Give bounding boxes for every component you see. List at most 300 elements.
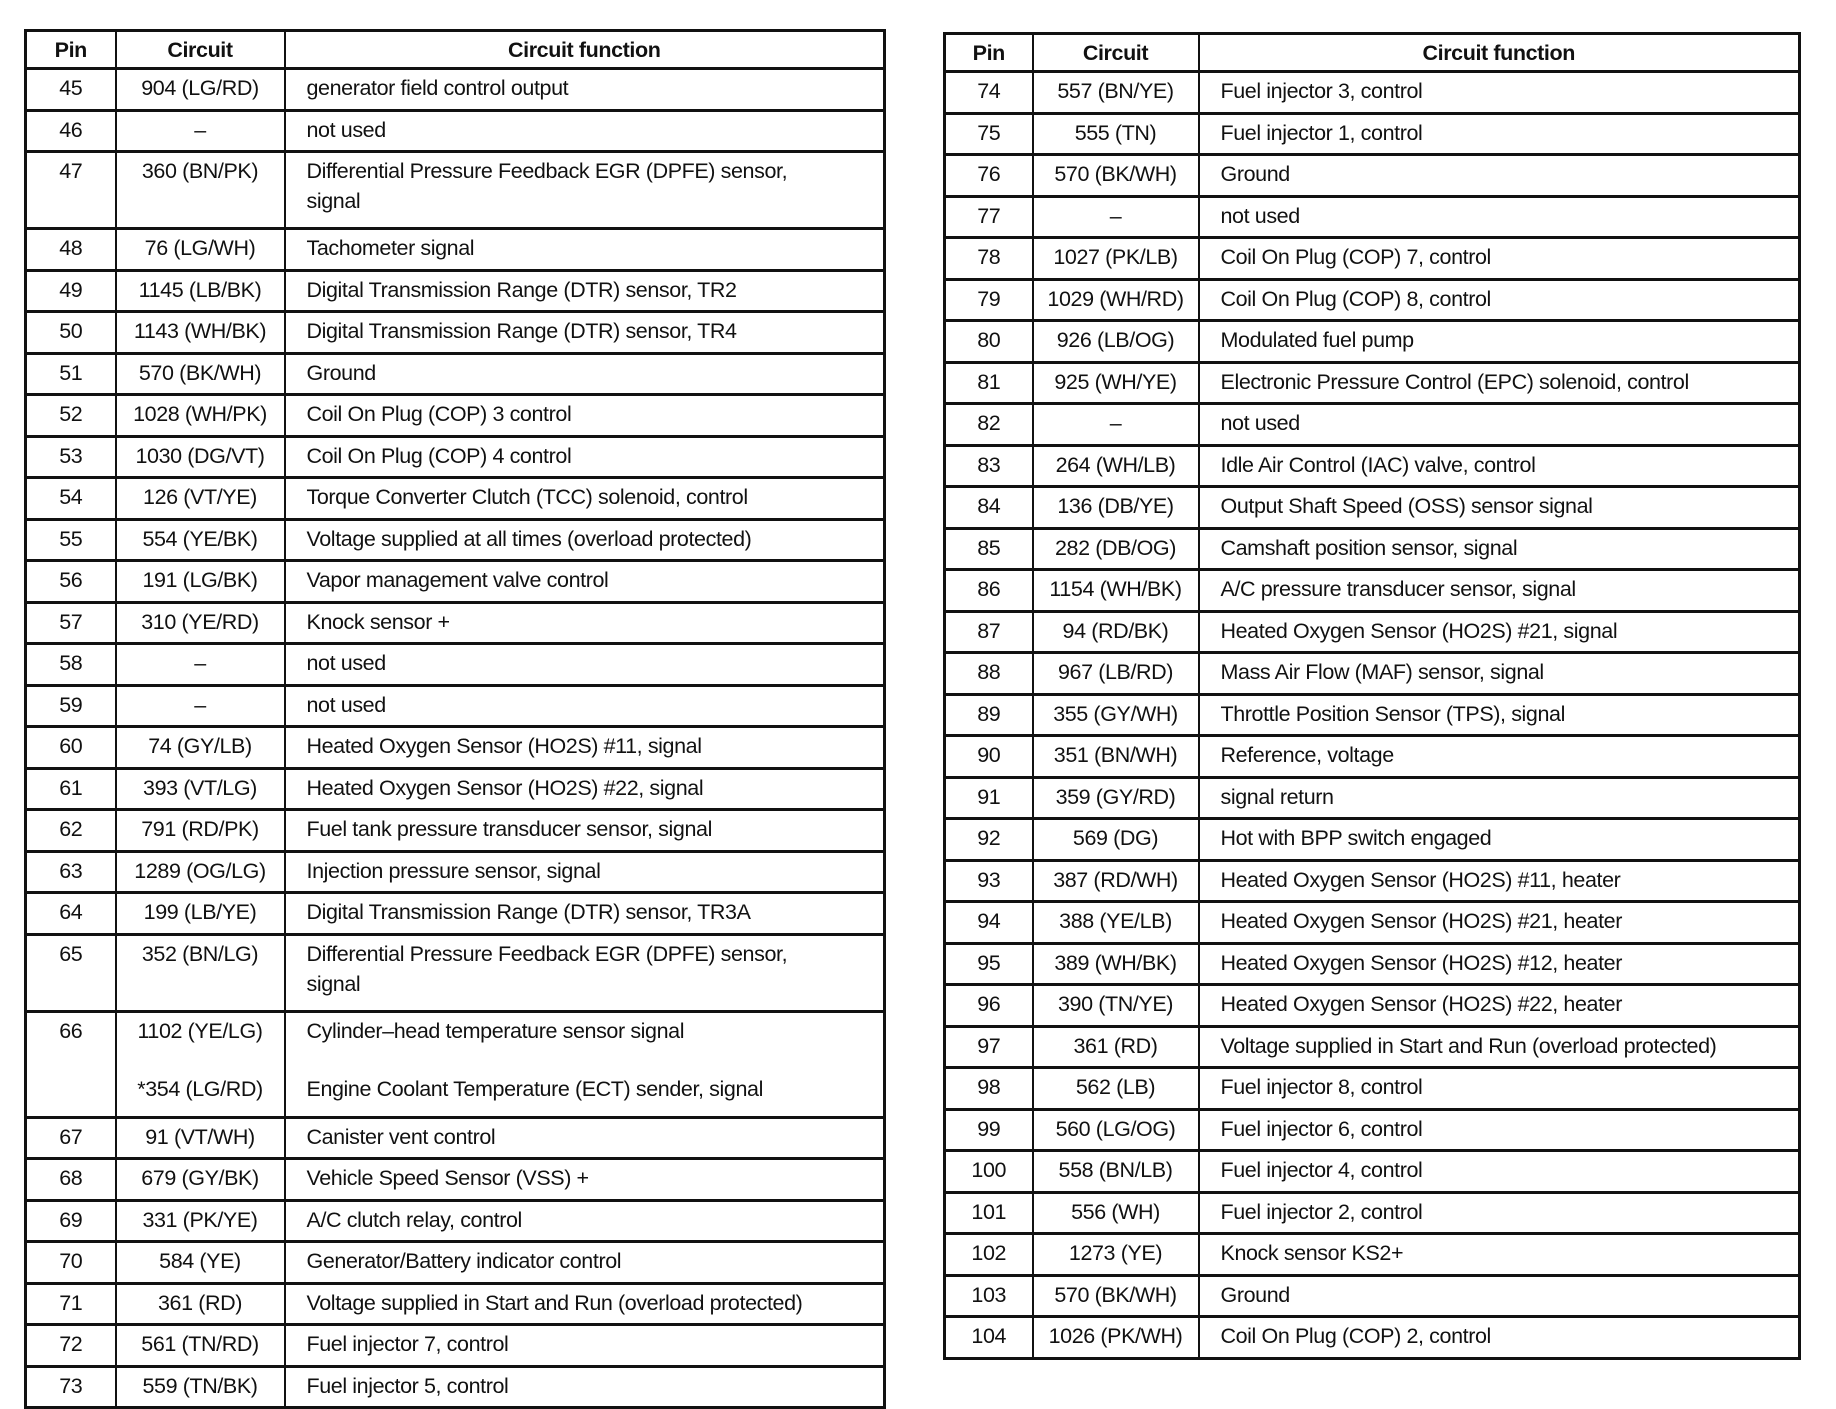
- table-row: [945, 1068, 1800, 1110]
- circuit-id: –: [194, 117, 206, 142]
- table-body: [26, 69, 885, 1408]
- circuit-id: 679 (GY/BK): [141, 1166, 259, 1190]
- table-row: [26, 851, 885, 893]
- circuit-function: Differential Pressure Feedback EGR (DPFE) sensor,: [306, 159, 788, 183]
- function-cell: [285, 395, 885, 437]
- function-cell: [285, 1117, 885, 1159]
- pin-number: 61: [26, 768, 116, 810]
- pin-table-left: [24, 29, 886, 1409]
- column-header-function: Circuit function: [1199, 34, 1800, 72]
- pin-number: 48: [26, 229, 116, 271]
- circuit-id: 1143 (WH/BK): [133, 319, 267, 343]
- circuit-cell: [1033, 238, 1199, 280]
- pin-number: 76: [945, 155, 1033, 197]
- circuit-function: Digital Transmission Range (DTR) sensor, TR2: [306, 277, 737, 302]
- circuit-cell: [1033, 1109, 1199, 1151]
- circuit-id: 310 (YE/RD): [141, 609, 259, 634]
- pin-number: 90: [945, 736, 1033, 778]
- circuit-cell: [116, 727, 285, 769]
- circuit-id: 560 (LG/OG): [1055, 1116, 1176, 1141]
- column-header-circuit: Circuit: [1033, 34, 1199, 72]
- circuit-id: 126 (VT/YE): [143, 485, 257, 509]
- circuit-cell: [116, 69, 285, 111]
- circuit-id: 331 (PK/YE): [142, 1207, 258, 1232]
- table-row: [945, 819, 1800, 861]
- circuit-id: 570 (BK/WH): [138, 360, 262, 385]
- circuit-cell: [116, 312, 285, 354]
- circuit-cell: [116, 934, 285, 1011]
- circuit-function: Fuel injector 8, control: [1220, 1075, 1423, 1099]
- table-row: [945, 943, 1800, 985]
- table-row: [945, 611, 1800, 653]
- circuit-cell: [1033, 528, 1199, 570]
- circuit-cell: [1033, 1192, 1199, 1234]
- function-cell: [1199, 943, 1800, 985]
- circuit-function: Output Shaft Speed (OSS) sensor signal: [1220, 494, 1593, 518]
- circuit-function: Hot with BPP switch engaged: [1220, 826, 1492, 850]
- circuit-cell: [116, 152, 285, 229]
- circuit-id: 562 (LB): [1075, 1075, 1156, 1099]
- table-row: [945, 1234, 1800, 1276]
- circuit-id: 904 (LG/RD): [141, 76, 259, 100]
- circuit-function: Torque Converter Clutch (TCC) solenoid, control: [306, 485, 748, 509]
- circuit-function: Knock sensor KS2+: [1220, 1241, 1404, 1265]
- pin-number: 96: [945, 985, 1033, 1027]
- table-row: [26, 602, 885, 644]
- table-row: [26, 152, 885, 229]
- table-row: [26, 561, 885, 603]
- pin-number: 62: [26, 810, 116, 852]
- circuit-id: 360 (BN/PK): [141, 159, 259, 183]
- circuit-cell: [1033, 196, 1199, 238]
- circuit-id: 570 (BK/WH): [1054, 1282, 1177, 1307]
- function-cell: [1199, 777, 1800, 819]
- circuit-id: 569 (DG): [1072, 826, 1159, 850]
- pin-number: 63: [26, 851, 116, 893]
- function-cell: [1199, 1026, 1800, 1068]
- circuit-function: Ground: [1220, 1282, 1290, 1307]
- function-cell: [1199, 238, 1800, 280]
- circuit-id: 361 (RD): [1073, 1033, 1158, 1058]
- circuit-function: Coil On Plug (COP) 7, control: [1220, 245, 1491, 269]
- table-row: [26, 436, 885, 478]
- circuit-function: Cylinder–head temperature sensor signal: [306, 1018, 685, 1043]
- circuit-id: 74 (GY/LB): [148, 734, 252, 758]
- pin-number: 93: [945, 860, 1033, 902]
- table-row: [26, 1117, 885, 1159]
- pin-number: 68: [26, 1159, 116, 1201]
- circuit-function: Heated Oxygen Sensor (HO2S) #12, heater: [1220, 950, 1622, 975]
- pin-number: 104: [945, 1317, 1033, 1359]
- circuit-cell: [116, 561, 285, 603]
- function-cell: [285, 685, 885, 727]
- pin-table-right: [943, 32, 1801, 1360]
- circuit-id: 1154 (WH/BK): [1049, 577, 1182, 601]
- circuit-id: 282 (DB/OG): [1054, 535, 1177, 560]
- circuit-id: 352 (BN/LG): [141, 941, 259, 966]
- function-cell: [285, 312, 885, 354]
- circuit-cell: [116, 1011, 285, 1117]
- circuit-function: Coil On Plug (COP) 2, control: [1220, 1324, 1491, 1348]
- table-row: [26, 768, 885, 810]
- circuit-id: 570 (BK/WH): [1054, 162, 1177, 186]
- pin-number: 58: [26, 644, 116, 686]
- function-cell: [285, 519, 885, 561]
- function-cell: [285, 478, 885, 520]
- circuit-function: Heated Oxygen Sensor (HO2S) #22, heater: [1220, 992, 1622, 1016]
- function-cell: [1199, 1068, 1800, 1110]
- table-row: [945, 196, 1800, 238]
- pin-number: 92: [945, 819, 1033, 861]
- function-cell: [1199, 113, 1800, 155]
- circuit-function: Coil On Plug (COP) 3 control: [306, 402, 572, 426]
- circuit-cell: [1033, 155, 1199, 197]
- table-row: [945, 736, 1800, 778]
- circuit-cell: [116, 1242, 285, 1284]
- table-row: [26, 1325, 885, 1367]
- table-header-row: [945, 34, 1800, 72]
- circuit-cell: [1033, 570, 1199, 612]
- circuit-id: 191 (LG/BK): [142, 568, 258, 592]
- function-cell: [285, 270, 885, 312]
- pin-number: 75: [945, 113, 1033, 155]
- circuit-cell: [1033, 487, 1199, 529]
- table-row: [945, 279, 1800, 321]
- circuit-cell: [116, 270, 285, 312]
- function-cell: [285, 152, 885, 229]
- circuit-id: 91 (VT/WH): [145, 1124, 255, 1149]
- circuit-id: –: [194, 692, 206, 717]
- pin-number: 49: [26, 270, 116, 312]
- circuit-cell: [1033, 1317, 1199, 1359]
- pin-number: 71: [26, 1283, 116, 1325]
- circuit-id: 76 (LG/WH): [144, 236, 256, 260]
- circuit-cell: [116, 110, 285, 152]
- circuit-function: not used: [306, 692, 386, 717]
- table-row: [945, 238, 1800, 280]
- circuit-id: 557 (BN/YE): [1057, 79, 1174, 103]
- function-cell: [285, 934, 885, 1011]
- circuit-id: 388 (YE/LB): [1059, 909, 1172, 933]
- circuit-function: Coil On Plug (COP) 4 control: [306, 443, 572, 468]
- table-row: [26, 644, 885, 686]
- function-cell: [1199, 528, 1800, 570]
- circuit-function: Heated Oxygen Sensor (HO2S) #21, signal: [1220, 618, 1618, 643]
- circuit-cell: [1033, 279, 1199, 321]
- function-cell: [1199, 902, 1800, 944]
- circuit-cell: [116, 851, 285, 893]
- circuit-id: 361 (RD): [157, 1290, 243, 1315]
- function-cell: [1199, 487, 1800, 529]
- function-cell: [285, 1200, 885, 1242]
- function-cell: [1199, 1151, 1800, 1193]
- function-cell: [285, 851, 885, 893]
- circuit-cell: [1033, 819, 1199, 861]
- table-row: [945, 1275, 1800, 1317]
- circuit-function: A/C clutch relay, control: [306, 1207, 522, 1232]
- circuit-function: Digital Transmission Range (DTR) sensor, TR3A: [306, 900, 751, 924]
- table-row: [945, 694, 1800, 736]
- pin-number: 103: [945, 1275, 1033, 1317]
- pin-number: 94: [945, 902, 1033, 944]
- circuit-cell: [116, 395, 285, 437]
- pin-number: 50: [26, 312, 116, 354]
- function-cell: [285, 69, 885, 111]
- table-row: [945, 362, 1800, 404]
- circuit-function: Knock sensor +: [306, 609, 450, 634]
- table-row: [945, 445, 1800, 487]
- pin-number: 83: [945, 445, 1033, 487]
- pin-number: 86: [945, 570, 1033, 612]
- circuit-id: 561 (TN/RD): [141, 1332, 259, 1356]
- function-cell: [285, 1159, 885, 1201]
- function-cell: [1199, 155, 1800, 197]
- pin-number: 72: [26, 1325, 116, 1367]
- table-row: [26, 229, 885, 271]
- table-row: [26, 69, 885, 111]
- circuit-id: 584 (YE): [159, 1249, 241, 1273]
- table-body: [945, 72, 1800, 1359]
- table-row: [26, 312, 885, 354]
- circuit-function: not used: [1220, 411, 1300, 435]
- circuit-id: 1026 (PK/WH): [1048, 1324, 1183, 1348]
- table-row: [945, 1151, 1800, 1193]
- circuit-function: Differential Pressure Feedback EGR (DPFE) sensor,: [306, 941, 788, 966]
- table-row: [945, 1109, 1800, 1151]
- circuit-function: Heated Oxygen Sensor (HO2S) #11, signal: [306, 734, 702, 758]
- pin-number: 45: [26, 69, 116, 111]
- pin-number: 67: [26, 1117, 116, 1159]
- circuit-function: Voltage supplied in Start and Run (overload protected): [1220, 1033, 1717, 1058]
- table-row: [26, 395, 885, 437]
- table-row: [945, 1026, 1800, 1068]
- circuit-id: 1102 (YE/LG): [137, 1018, 263, 1043]
- pin-number: 66: [26, 1011, 116, 1117]
- function-cell: [1199, 1234, 1800, 1276]
- circuit-cell: [116, 602, 285, 644]
- table-row: [945, 1317, 1800, 1359]
- table-row: [945, 777, 1800, 819]
- circuit-function: Generator/Battery indicator control: [306, 1249, 622, 1273]
- pin-number: 99: [945, 1109, 1033, 1151]
- function-cell: [1199, 196, 1800, 238]
- function-cell: [1199, 736, 1800, 778]
- pin-number: 73: [26, 1366, 116, 1408]
- pin-number: 101: [945, 1192, 1033, 1234]
- circuit-cell: [116, 478, 285, 520]
- circuit-cell: [1033, 777, 1199, 819]
- circuit-cell: [1033, 694, 1199, 736]
- circuit-cell: [1033, 321, 1199, 363]
- circuit-function: Ground: [306, 360, 376, 385]
- circuit-function: Vehicle Speed Sensor (VSS) +: [306, 1166, 589, 1190]
- circuit-id: 351 (BN/WH): [1053, 743, 1178, 767]
- column-header-pin: Pin: [26, 31, 116, 69]
- table-row: [26, 727, 885, 769]
- table-row: [945, 321, 1800, 363]
- pin-number: 79: [945, 279, 1033, 321]
- table-row: [945, 1192, 1800, 1234]
- table-row: [26, 1283, 885, 1325]
- table-row: [26, 934, 885, 1011]
- table-row: [26, 685, 885, 727]
- circuit-cell: [1033, 404, 1199, 446]
- circuit-id: 926 (LB/OG): [1056, 328, 1175, 352]
- circuit-id: –: [1109, 411, 1122, 435]
- circuit-function-alternate: Engine Coolant Temperature (ECT) sender, signal: [306, 1076, 763, 1101]
- circuit-function: Voltage supplied at all times (overload protected): [306, 526, 752, 551]
- circuit-function: Reference, voltage: [1220, 743, 1394, 767]
- function-cell: [285, 561, 885, 603]
- function-cell: [1199, 1317, 1800, 1359]
- pin-number: 65: [26, 934, 116, 1011]
- circuit-cell: [116, 1366, 285, 1408]
- circuit-id: 554 (YE/BK): [142, 526, 258, 551]
- circuit-cell: [1033, 902, 1199, 944]
- circuit-cell: [1033, 736, 1199, 778]
- circuit-function: Fuel injector 3, control: [1220, 79, 1423, 103]
- circuit-function: Canister vent control: [306, 1124, 496, 1149]
- circuit-id: 558 (BN/LB): [1058, 1158, 1173, 1182]
- circuit-function: Fuel injector 4, control: [1220, 1158, 1423, 1182]
- circuit-cell: [1033, 985, 1199, 1027]
- circuit-cell: [1033, 1026, 1199, 1068]
- pin-number: 54: [26, 478, 116, 520]
- circuit-cell: [116, 893, 285, 935]
- circuit-function: Digital Transmission Range (DTR) sensor, TR4: [306, 319, 737, 343]
- circuit-cell: [1033, 445, 1199, 487]
- pin-number: 55: [26, 519, 116, 561]
- pin-number: 98: [945, 1068, 1033, 1110]
- pin-number: 88: [945, 653, 1033, 695]
- circuit-cell: [116, 768, 285, 810]
- table-row: [945, 528, 1800, 570]
- circuit-id: 555 (TN): [1074, 120, 1157, 145]
- circuit-id: 559 (TN/BK): [142, 1373, 258, 1398]
- circuit-cell: [116, 1325, 285, 1367]
- table-row: [26, 1200, 885, 1242]
- pin-number: 102: [945, 1234, 1033, 1276]
- function-cell: [285, 768, 885, 810]
- circuit-function: Injection pressure sensor, signal: [306, 858, 601, 883]
- pin-number: 60: [26, 727, 116, 769]
- circuit-cell: [116, 810, 285, 852]
- pin-number: 91: [945, 777, 1033, 819]
- pin-number: 47: [26, 152, 116, 229]
- circuit-cell: [116, 519, 285, 561]
- pin-number: 51: [26, 353, 116, 395]
- circuit-id: 199 (LB/YE): [143, 900, 257, 924]
- pin-number: 70: [26, 1242, 116, 1284]
- circuit-function: Mass Air Flow (MAF) sensor, signal: [1220, 660, 1544, 684]
- pin-number: 82: [945, 404, 1033, 446]
- pin-number: 77: [945, 196, 1033, 238]
- pin-number: 95: [945, 943, 1033, 985]
- circuit-function: Ground: [1220, 162, 1290, 186]
- function-cell: [1199, 819, 1800, 861]
- table-row: [945, 155, 1800, 197]
- circuit-function: generator field control output: [306, 76, 569, 100]
- function-cell: [285, 644, 885, 686]
- circuit-id: 94 (RD/BK): [1062, 618, 1169, 643]
- circuit-cell: [1033, 113, 1199, 155]
- pin-number: 52: [26, 395, 116, 437]
- circuit-cell: [116, 1283, 285, 1325]
- function-cell: [285, 353, 885, 395]
- table-row: [945, 653, 1800, 695]
- function-cell: [285, 727, 885, 769]
- function-cell: [285, 1366, 885, 1408]
- pin-number: 59: [26, 685, 116, 727]
- function-cell: [1199, 321, 1800, 363]
- table-row: [26, 519, 885, 561]
- function-cell: [1199, 985, 1800, 1027]
- function-cell: [1199, 362, 1800, 404]
- table-row: [26, 1159, 885, 1201]
- table-row: [945, 985, 1800, 1027]
- function-cell: [285, 893, 885, 935]
- pin-number: 46: [26, 110, 116, 152]
- pin-number: 69: [26, 1200, 116, 1242]
- pin-number: 85: [945, 528, 1033, 570]
- circuit-id: –: [1109, 203, 1122, 228]
- function-cell: [1199, 445, 1800, 487]
- pin-number: 100: [945, 1151, 1033, 1193]
- circuit-id: 264 (WH/LB): [1055, 452, 1176, 477]
- circuit-id: 1029 (WH/RD): [1047, 286, 1184, 311]
- circuit-function: Heated Oxygen Sensor (HO2S) #11, heater: [1220, 867, 1621, 892]
- circuit-id: 556 (WH): [1071, 1199, 1160, 1224]
- function-cell: [1199, 1109, 1800, 1151]
- circuit-id: 1028 (WH/PK): [133, 402, 267, 426]
- table-row: [945, 72, 1800, 114]
- circuit-cell: [116, 644, 285, 686]
- circuit-cell: [116, 353, 285, 395]
- function-cell: [285, 1283, 885, 1325]
- column-header-circuit: Circuit: [116, 31, 285, 69]
- table-row: [945, 902, 1800, 944]
- pin-number: 53: [26, 436, 116, 478]
- circuit-function-continued: signal: [306, 971, 361, 996]
- pin-number: 87: [945, 611, 1033, 653]
- circuit-cell: [1033, 72, 1199, 114]
- circuit-cell: [1033, 943, 1199, 985]
- circuit-id-alternate: *354 (LG/RD): [137, 1076, 263, 1101]
- circuit-function: Fuel injector 5, control: [306, 1373, 509, 1398]
- column-header-function: Circuit function: [285, 31, 885, 69]
- pin-number: 84: [945, 487, 1033, 529]
- circuit-cell: [1033, 1151, 1199, 1193]
- circuit-function: Electronic Pressure Control (EPC) solenoid, control: [1220, 369, 1689, 394]
- circuit-function: Modulated fuel pump: [1220, 328, 1414, 352]
- circuit-cell: [116, 1117, 285, 1159]
- function-cell: [285, 1242, 885, 1284]
- circuit-cell: [116, 685, 285, 727]
- table-row: [26, 893, 885, 935]
- circuit-id: 791 (RD/PK): [141, 817, 259, 841]
- spacer: [307, 1046, 876, 1074]
- function-cell: [285, 436, 885, 478]
- circuit-cell: [1033, 1234, 1199, 1276]
- circuit-function-continued: signal: [306, 189, 361, 213]
- pin-number: 97: [945, 1026, 1033, 1068]
- function-cell: [1199, 694, 1800, 736]
- function-cell: [285, 229, 885, 271]
- table-row: [26, 1242, 885, 1284]
- function-cell: [1199, 653, 1800, 695]
- circuit-id: 1027 (PK/LB): [1053, 245, 1178, 269]
- circuit-function: not used: [306, 117, 386, 142]
